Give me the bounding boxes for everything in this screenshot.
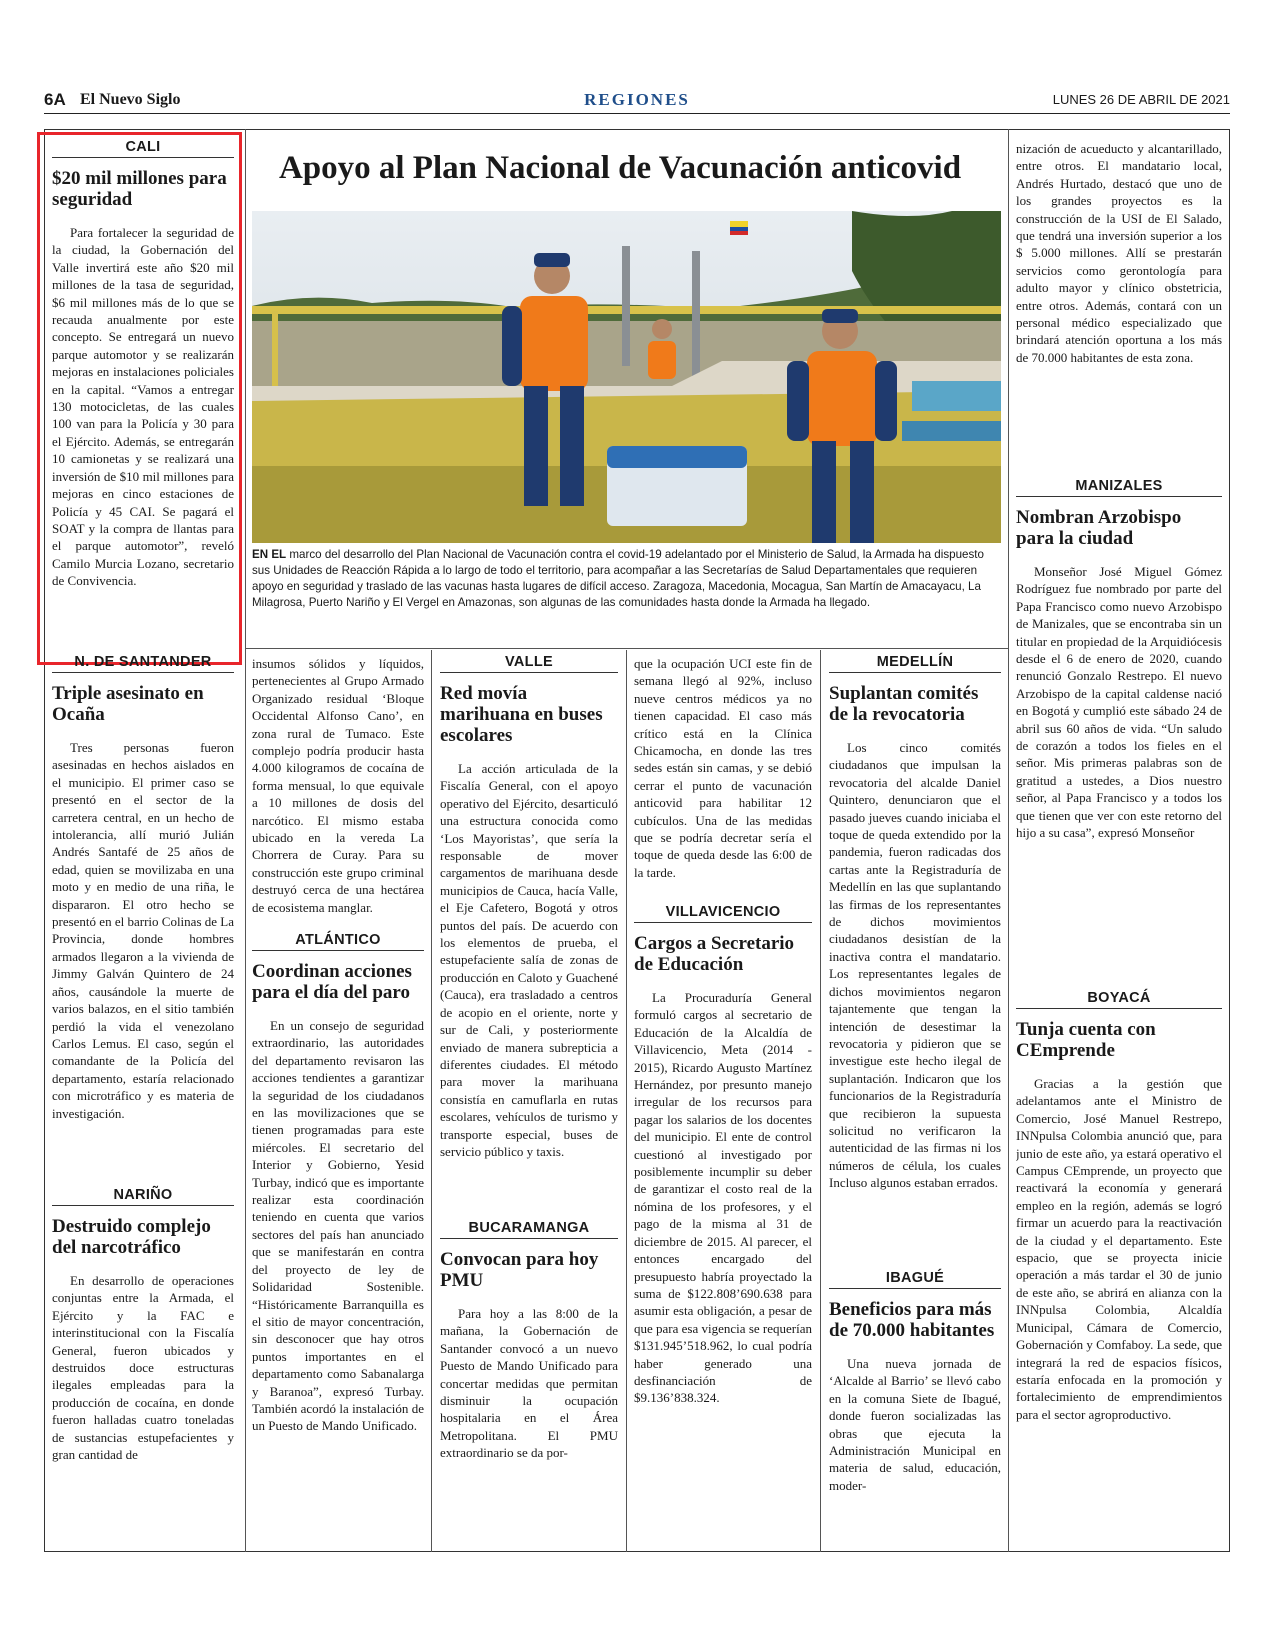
bucaramanga-continuation <box>634 655 812 903</box>
article-villavicencio <box>634 900 812 1548</box>
article-santander <box>52 650 234 1195</box>
column-divider <box>820 650 821 1552</box>
headline-atlantico: Coordinan acciones para el día del paro <box>252 961 412 1003</box>
highlight-box <box>37 132 242 665</box>
narino-continuation <box>252 655 424 940</box>
body-ibague: Una nueva jornada de ‘Alcalde al Barrio’ se llevó cabo en la comuna Siete de Ibagué, donde fueron socializadas las obras que ejecuta la Administración Municipal en materia de salud, educación, moder- <box>829 1356 1001 1493</box>
section-name: REGIONES <box>584 90 690 109</box>
body-medellin: Los cinco comités ciudadanos que impulsan la revocatoria del alcalde Daniel Quintero, denunciaron que el pasado jueves cuando iniciaba el toque de queda extendido por la pandemia, fueron radicadas dos cartas ante la Registraduría de Medellín en las que suplantando las firmas de los representantes de dichos movimientos ciudadanos desistían de la inactiva contra el mandatario. Los representantes legales de dichos movimientos negaron tajantemente que tengan la intención de desestimar la revocatoria y pidieron que se investigue este hecho ilegal de suplantación. Indicaron que los funcionarios de la Registraduría que recibieron la supuesta solicitud no verificaron la autenticidad de las firmas ni los números de célula, los cuales Incluso algunos estaban errados. <box>829 740 1001 1191</box>
headline-cali: $20 mil millones para seguridad <box>52 168 227 210</box>
article-boyaca <box>1016 986 1222 1548</box>
kicker-atlantico: ATLÁNTICO <box>252 928 424 951</box>
body-atlantico: En un consejo de seguridad extraordinario, las autoridades del departamento revisaron las acciones tendientes a garantizar la seguridad de los ciudadanos en las movilizaciones que se tienen programadas para este miércoles. El secretario del Interior y Gobierno, Yesid Turbay, indicó que es importante realizar esta coordinación teniendo en cuenta que varios sectores del país han anunciado que se manifestarán en contra del proyecto de ley de Solidaridad Sostenible. “Históricamente Barranquilla es el sitio de mayor concentración, sin desconocer que hay otros puntos importantes en el departamento como Sabanalarga y Baranoa”, expresó Turbay. También acordó la instalación de un Puesto de Mando Unificado. <box>252 1018 424 1434</box>
ibague-continuation <box>1016 140 1222 470</box>
body-valle: La acción articulada de la Fiscalía General, con el apoyo operativo del Ejército, desarticuló una estructura conocida como ‘Los Mayoristas’, que sería la responsable de mover cargamentos de marihuana desde municipios de Cauca, hacía Valle, el Eje Cafetero, Bogotá y otros puntos del país. De acuerdo con los elementos de prueba, el estupefaciente salía de zonas de producción en Caloto y Guachené (Cauca), era trasladado a centros de acopio en el oriente, norte y sur de Cali, y posteriormente enviado de manera subrepticia a diferentes ciudades. El método para mover la marihuana consistía en camuflarla en rutas escolares, vehículos de turismo y transporte especial, buses de servicio público y taxis. <box>440 761 618 1159</box>
article-manizales <box>1016 474 1222 1004</box>
article-ibague <box>829 1266 1001 1548</box>
column-divider <box>1008 129 1009 1552</box>
main-story-title: Apoyo al Plan Nacional de Vacunación anticovid <box>278 150 962 186</box>
vaccination-photo <box>252 211 1001 543</box>
page-number: 6A <box>44 90 66 109</box>
kicker-valle: VALLE <box>440 650 618 673</box>
headline-narino: Destruido complejo del narcotráfico <box>52 1216 211 1258</box>
article-valle <box>440 650 618 1220</box>
photo-caption <box>252 547 1001 611</box>
article-bucaramanga <box>440 1216 618 1548</box>
article-medellin <box>829 650 1001 1280</box>
headline-manizales: Nombran Arzobispo para la ciudad <box>1016 507 1182 549</box>
body-manizales: Monseñor José Miguel Gómez Rodríguez fue nombrado por parte del Papa Francisco como nuevo Arzobispo de Manizales, que se encontraba sin un titular en propiedad de la Arquidiócesis desde el 6 de enero de 2020, cuando renunció Gonzalo Restrepo. El nuevo Arzobispo de la capital caldense nació en Bogotá y cumplió este sábado 24 de abril sus 60 años de vida. “Un saludo de corazón a todos los fieles en el señor. Mis primeras palabras son de gratitud a ustedes, a Dios nuestro señor, al Papa Francisco y a todos los que tienen que ver con este retorno del hijo a su casa”, expresó Monseñor <box>1016 564 1222 841</box>
story-divider <box>245 648 1008 649</box>
headline-ibague: Beneficios para más de 70.000 habitantes <box>829 1299 995 1341</box>
headline-bucaramanga: Convocan para hoy PMU <box>440 1249 599 1291</box>
body-santander: Tres personas fueron asesinadas en hechos aislados en el municipio. El primer caso se presentó en el sector de la carretera central, en un hecho de intolerancia, allí murió Julián Andrés Santafé de 25 años de edad, quien se movilizaba en una moto y en medio de una riña, le dispararon. El otro hecho se presentó en el barrio Colinas de La Provincia, donde hombres armados llegaron a la vivienda de Jimmy Galván Quintero de 24 años, causándole la muerte de varios balazos, en el sitio también perdió la vida el venezolano Carlos Lemus. El caso, según el comandante de la Policía del departamento, estaría relacionado con microtráfico y es materia de investigación. <box>52 740 234 1121</box>
page-header <box>44 90 1230 114</box>
body-cali: Para fortalecer la seguridad de la ciudad, la Gobernación del Valle invertirá este año $20 mil millones de la tasa de seguridad, $6 mil millones más de lo que se recauda anualmente por este concepto. Se entregará un nuevo parque automotor y se realizarán mejoras en instalaciones policiales en la capital. “Vamos a entregar 130 motocicletas, de las cuales 100 van para la Policía y 30 para el Ejército. Además, se entregarán 10 camionetas y se realizará una inversión de $10 mil millones para mejoras en cinco estaciones de Policía y 45 CAI. Se pagará el SOAT y la compra de llantas para el parque automotor”, reveló Camilo Murcia Lozano, secretario de Convivencia. <box>52 225 234 589</box>
body-boyaca: Gracias a la gestión que adelantamos ante el Ministro de Comercio, José Manuel Restrepo, INNpulsa Colombia anunció que, para junio de este año, ya estará operativo el Campus CEmprende, un proyecto que reactivará la economía y generará empleo en la región, además se logró firmar un acuerdo para la reactivación de la ciudad y el departamento. Este espacio, que se proyecta inicie operación a más tardar el 30 de junio de este año, se abrirá en alianza con la INNpulsa Colombia, Alcaldía Municipal, Cámara de Comercio, Gobernación y Comfaboy. La sede, que integrará la red de espacios físicos, estaría enfocada en la promoción y fortalecimiento de emprendimientos para el sector agroproductivo. <box>1016 1076 1222 1422</box>
kicker-cali: CALI <box>52 135 234 158</box>
caption-text: marco del desarrollo del Plan Nacional de Vacunación contra el covid-19 adelantado por el Ministerio de Salud, la Armada ha dispuesto sus Unidades de Reacción Rápida a lo largo de todo el territorio, para acompañar a las Secretarías de Salud Departamentales que requieren apoyo en seguridad y traslado de las vacunas hasta lugares de difícil acceso. Zaragoza, Macedonia, Mocagua, San Martín de Amacayacu, La Milagrosa, Puerto Nariño y El Vergel en Amazonas, son algunas de las comunidades hasta donde la Armada ha llegado. <box>252 548 984 609</box>
kicker-bucaramanga: BUCARAMANGA <box>440 1216 618 1239</box>
headline-boyaca: Tunja cuenta con CEmprende <box>1016 1019 1156 1061</box>
body-narino-continuation: insumos sólidos y líquidos, pertenecientes al Grupo Armado Organizado residual ‘Bloque Occidental Alfonso Cano’, en zona rural de Tumaco. Este complejo podría producir hasta 4.000 kilogramos de cocaína de forma mensual, lo que equivale a 10 millones de dosis del narcótico. El mismo estaba ubicado en la vereda La Chorrera de Curay. Para su construcción este grupo criminal destruyó cerca de una hectárea de ecosistema manglar. <box>252 656 424 915</box>
article-narino <box>52 1183 234 1548</box>
body-villavicencio: La Procuraduría General formuló cargos al secretario de Educación de la Alcaldía de Villavicencio, Meta (2014 - 2015), Ricardo Augusto Martínez Hernández, por presunto manejo irregular de los recursos para pagar los salarios de los docentes del municipio. El ente de control cuestionó al investigado por posiblemente incumplir su deber de garantizar el costo real de la nómina de los profesores, y el pago de la misma al 31 de diciembre de 2015. Al parecer, el entonces encargado del presupuesto habría proyectado la suma de $122.808’690.638 para asumir esta obligación, a pesar de que para esa vigencia se requerían $131.945’518.962, lo cual podría haber generado una desfinanciación de $9.136’838.324. <box>634 990 812 1406</box>
body-bucaramanga: Para hoy a las 8:00 de la mañana, la Gobernación de Santander convocó a un nuevo Puesto de Mando Unificado para concertar medidas que permitan disminuir la ocupación hospitalaria en el Área Metropolitana. El PMU extraordinario se da por- <box>440 1306 618 1461</box>
newspaper-name: El Nuevo Siglo <box>80 91 181 108</box>
kicker-ibague: IBAGUÉ <box>829 1266 1001 1289</box>
kicker-narino: NARIÑO <box>52 1183 234 1206</box>
main-story-photo <box>252 211 1001 543</box>
headline-medellin: Suplantan comités de la revocatoria <box>829 683 979 725</box>
kicker-manizales: MANIZALES <box>1016 474 1222 497</box>
body-bucaramanga-continuation: que la ocupación UCI este fin de semana llegó al 92%, incluso nueve centros médicos ya no tienen capacidad. El caso más crítico está en la Clínica Chicamocha, en donde las tres sedes están sin camas, y se debió cerrar el punto de vacunación anticovid para habilitar 12 cubículos. Una de las medidas que se podría decretar sería el toque de queda desde las 6:00 de la tarde. <box>634 656 812 880</box>
kicker-santander: N. DE SANTANDER <box>52 650 234 673</box>
column-divider <box>431 650 432 1552</box>
column-divider <box>626 650 627 1552</box>
body-ibague-continuation: nización de acueducto y alcantarillado, entre otros. El mandatario local, Andrés Hurtado, destacó que uno de los grandes proyectos es la construcción de la USI de El Salado, que tendrá una inversión superior a los $ 5.000 millones. Allí se prestarán servicios como gerontología para adulto mayor y clínico obstetricia, entre otros. Además, contará con un personal médico especializado que brindará atención oportuna a los más de 70.000 habitantes de esta zona. <box>1016 141 1222 365</box>
headline-villavicencio: Cargos a Secretario de Educación <box>634 933 795 975</box>
kicker-villavicencio: VILLAVICENCIO <box>634 900 812 923</box>
page-date: LUNES 26 DE ABRIL DE 2021 <box>1052 92 1230 107</box>
kicker-boyaca: BOYACÁ <box>1016 986 1222 1009</box>
kicker-medellin: MEDELLÍN <box>829 650 1001 673</box>
headline-santander: Triple asesinato en Ocaña <box>52 683 204 725</box>
headline-valle: Red movía marihuana en buses escolares <box>440 683 603 746</box>
body-narino: En desarrollo de operaciones conjuntas entre la Armada, el Ejército y la FAC e interinstitucional con la Fiscalía General, fueron ubicados y destruidos doce estructuras ilegales empleadas para la producción de cocaína, en donde fueron halladas cuatro toneladas de sustancias estupefacientes y gran cantidad de <box>52 1273 234 1463</box>
article-atlantico <box>252 928 424 1548</box>
caption-lead: EN EL <box>252 548 287 561</box>
column-divider <box>245 129 246 1552</box>
